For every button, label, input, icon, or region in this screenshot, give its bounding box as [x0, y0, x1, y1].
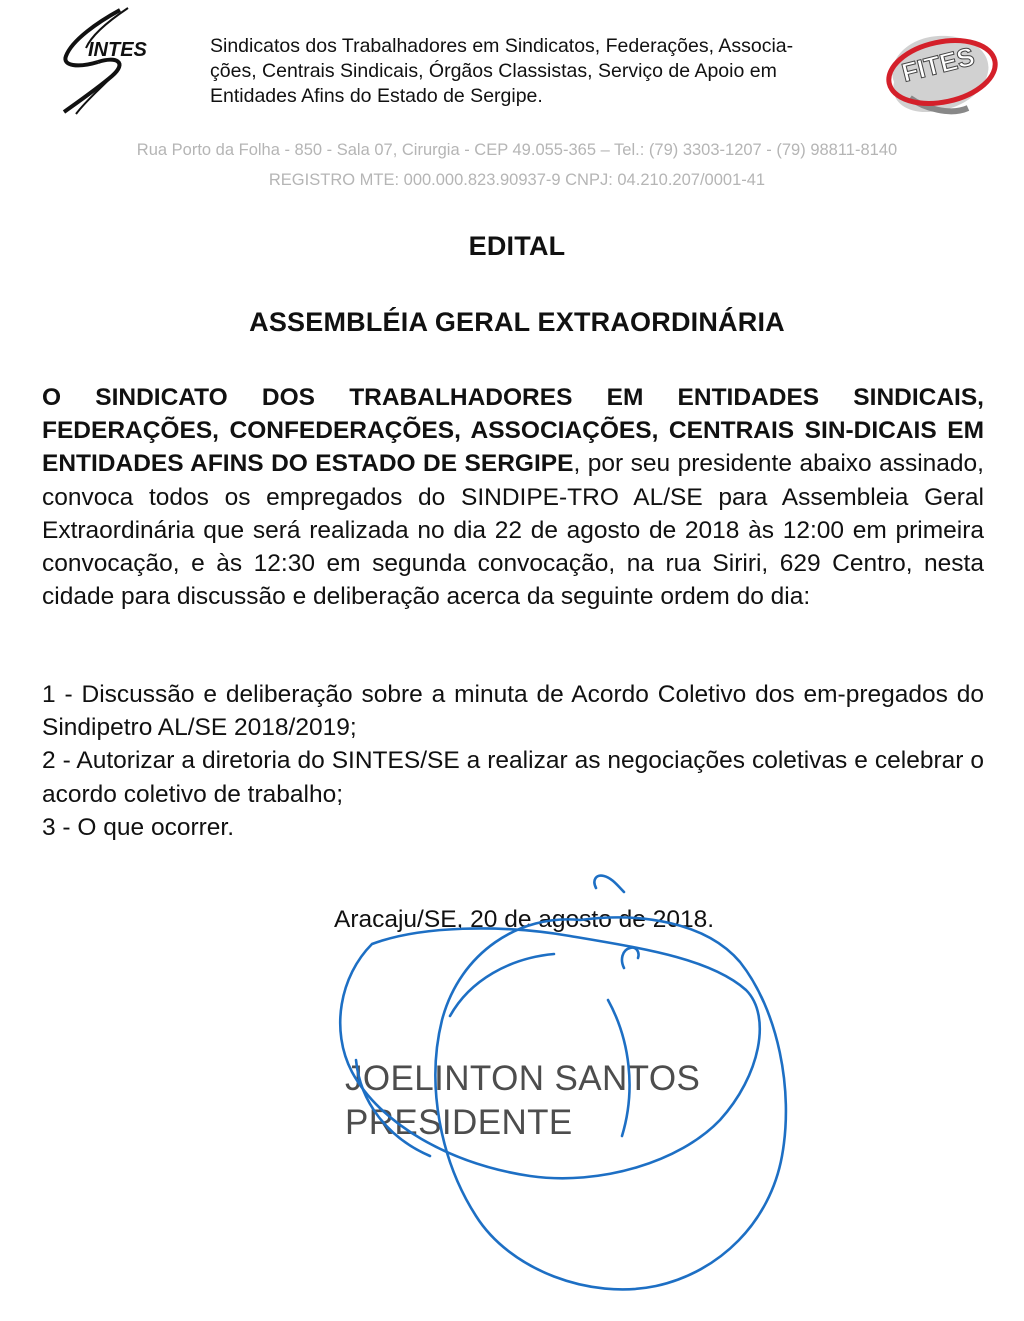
document-title: EDITAL	[468, 231, 566, 261]
agenda-list	[42, 678, 984, 844]
signer-name: JOELINTON SANTOS	[345, 1059, 701, 1098]
organization-description	[210, 34, 875, 109]
fites-logo	[876, 28, 998, 124]
convocation-paragraph	[42, 381, 984, 613]
svg-text:INTES: INTES	[88, 39, 147, 61]
agenda-item: 2 - Autorizar a diretoria do SINTES/SE a realizar as negociações coletivas e celebrar o acordo coletivo de trabalho;	[42, 747, 984, 808]
svg-text:FITES: FITES	[898, 40, 978, 88]
org-description-line: ções, Centrais Sindicais, Órgãos Classistas, Serviço de Apoio em	[210, 60, 777, 82]
address-line: Rua Porto da Folha - 850 - Sala 07, Cirurgia - CEP 49.055-365 – Tel.: (79) 3303-1207 - (79) 98811-8140	[136, 141, 898, 159]
document-subtitle: ASSEMBLÉIA GERAL EXTRAORDINÁRIA	[249, 307, 785, 337]
signer-role: PRESIDENTE	[345, 1103, 573, 1142]
org-description-line: Entidades Afins do Estado de Sergipe.	[210, 85, 543, 107]
convocation-text: , por seu presidente abaixo assinado, convoca todos os empregados do SINDIPE-TRO AL/SE para Assembleia Geral Extraordinária que será realizada no dia 22 de agosto de 2018 às 12:00 em primeira convocação, e às 12:30 em segunda convocação, na rua Siriri, 629 Centro, nesta cidade para discussão e deliberação acerca da seguinte ordem do dia:	[42, 450, 984, 611]
date-line: Aracaju/SE, 20 de agosto de 2018.	[333, 906, 715, 933]
agenda-item: 3 - O que ocorrer.	[42, 813, 235, 841]
union-name: O SINDICATO DOS TRABALHADORES EM ENTIDADES SINDICAIS, FEDERAÇÕES, CONFEDERAÇÕES, ASSOCIAÇÕES, CENTRAIS SIN-DICAIS EM ENTIDADES AFINS DO ESTADO DE SERGIPE	[42, 384, 984, 478]
sintes-logo	[58, 4, 198, 116]
registry-line: REGISTRO MTE: 000.000.823.90937-9 CNPJ: 04.210.207/0001-41	[268, 171, 766, 189]
org-description-line: Sindicatos dos Trabalhadores em Sindicatos, Federações, Associa-	[210, 35, 794, 57]
agenda-item: 1 - Discussão e deliberação sobre a minuta de Acordo Coletivo dos em-pregados do Sindipetro AL/SE 2018/2019;	[42, 681, 984, 742]
